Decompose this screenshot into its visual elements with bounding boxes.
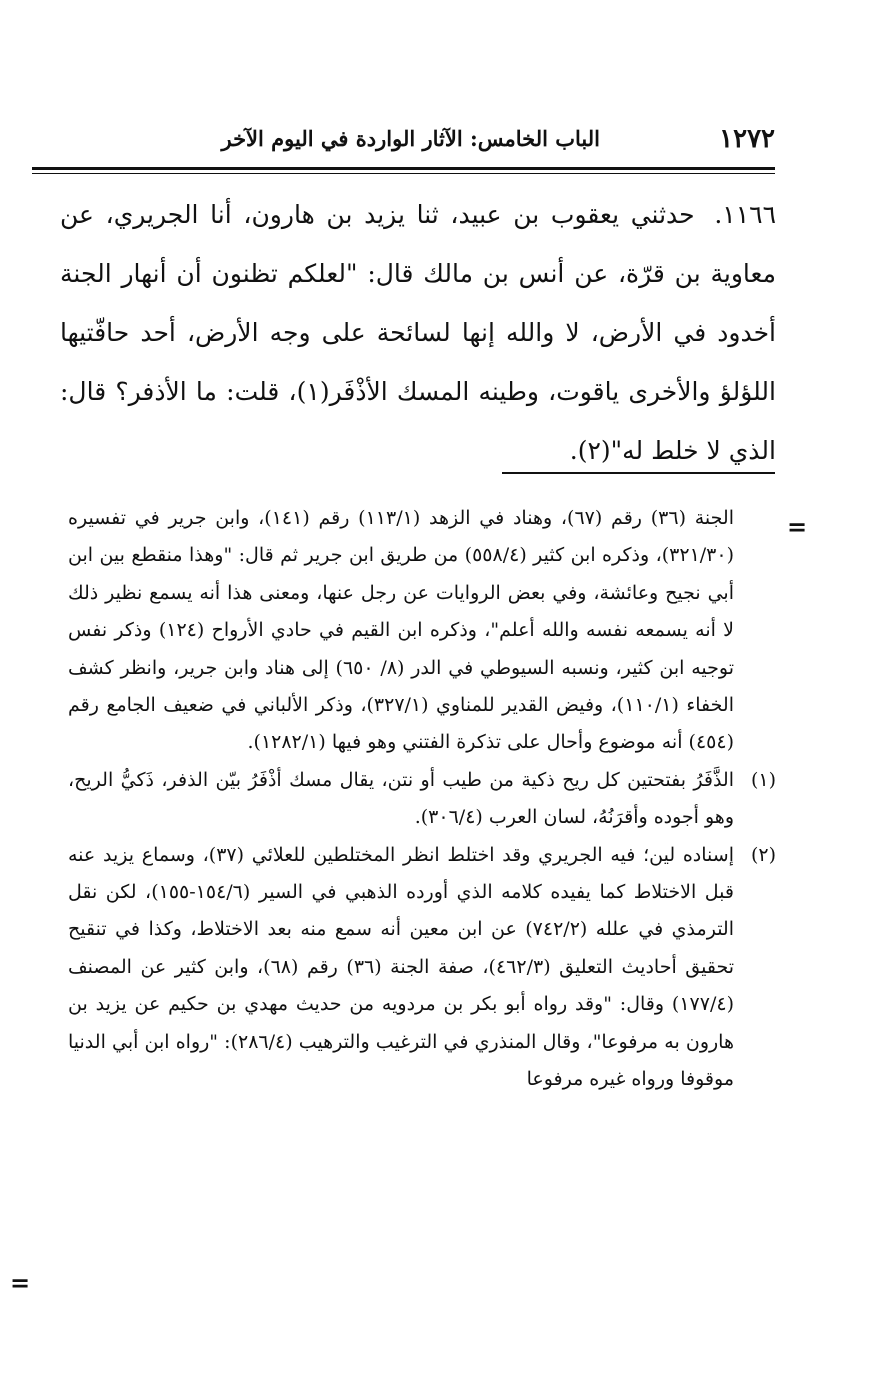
narration-paragraph <box>60 185 776 480</box>
continued-from-previous-mark: = <box>787 512 808 541</box>
footnote-1 <box>68 762 776 837</box>
footnote-number: (٢) <box>750 843 776 866</box>
footnote-text: الذَّفَرُ بفتحتين كل ريح ذكية من طيب أو نتن، يقال مسك أذْفَرُ بيّن الذفر، ذَكيُّ الريح، وهو أجوده وأقرَنُهُ، لسان العرب (٣٠٦/٤). <box>68 768 734 829</box>
page-header <box>30 118 775 162</box>
page-number: ١٢٧٢ <box>719 124 775 154</box>
narration-text: حدثني يعقوب بن عبيد، ثنا يزيد بن هارون، أنا الجريري، عن معاوية بن قرّة، عن أنس بن مالك قال: "لعلكم تظنون أن أنهار الجنة أخدود في الأرض، لا والله إنها لسائحة على وجه الأرض، أحد حافّتيها اللؤلؤ والأخرى ياقوت، وطينه المسك الأذْفَر(١)، قلت: ما الأذفر؟ قال: الذي لا خلط له"(٢). <box>60 200 776 465</box>
footnote-text: إسناده لين؛ فيه الجريري وقد اختلط انظر المختلطين للعلائي (٣٧)، وسماع يزيد عنه قبل الاختلاط كما يفيده كلامه الذي أورده الذهبي في السير (١٥٤/٦-١٥٥)، لكن نقل الترمذي في علله (٧٤٢/٢) عن ابن معين أنه سمع منه بعد الاختلاط، وكذا في تنقيح تحقيق أحاديث التعليق (٤٦٢/٣)، صفة الجنة (٣٦) رقم (٦٨)، وابن كثير عن المصنف (١٧٧/٤) وقال: "وقد رواه أبو بكر بن مردويه من حديث مهدي بن حكيم عن يزيد بن هارون به مرفوعا"، وقال المنذري في الترغيب والترهيب (٢٨٦/٤): "رواه ابن أبي الدنيا موقوفا ورواه غيره مرفوعا <box>68 843 734 1091</box>
continues-next-mark: = <box>10 1268 31 1297</box>
footnote-separator <box>502 472 775 474</box>
header-rule-thick <box>32 167 775 170</box>
main-text <box>60 185 776 480</box>
header-rule-thin <box>32 173 775 174</box>
footnote-number: (١) <box>750 768 776 791</box>
footnote-continuation: الجنة (٣٦) رقم (٦٧)، وهناد في الزهد (١١٣/١) رقم (١٤١)، وابن جرير في تفسيره (٣٢١/٣٠)، وذكره ابن كثير (٥٥٨/٤) من طريق ابن جرير ثم قال: "وهذا منقطع بين ابن أبي نجيح وعائشة، وفي بعض الروايات عن رجل عنها، ومعنى هذا أنه يسمع نظير ذلك لا أنه يسمعه نفسه والله أعلم"، وذكره ابن القيم في حادي الأرواح (١٢٤) وذكر نفس توجيه ابن كثير، ونسبه السيوطي في الدر (٨/ ٦٥٠) إلى هناد وابن جرير، وانظر كشف الخفاء (١١٠/١)، وفيض القدير للمناوي (٣٢٧/١)، وذكر الألباني في ضعيف الجامع رقم (٤٥٤) أنه موضوع وأحال على تذكرة الفتني وهو فيها (١٢٨٢/١). <box>68 507 735 754</box>
chapter-title: الباب الخامس: الآثار الواردة في اليوم الآخر <box>221 126 600 151</box>
footnote-2 <box>68 837 776 1099</box>
narration-number: ١١٦٦. <box>714 200 776 229</box>
footnotes <box>68 500 776 1099</box>
